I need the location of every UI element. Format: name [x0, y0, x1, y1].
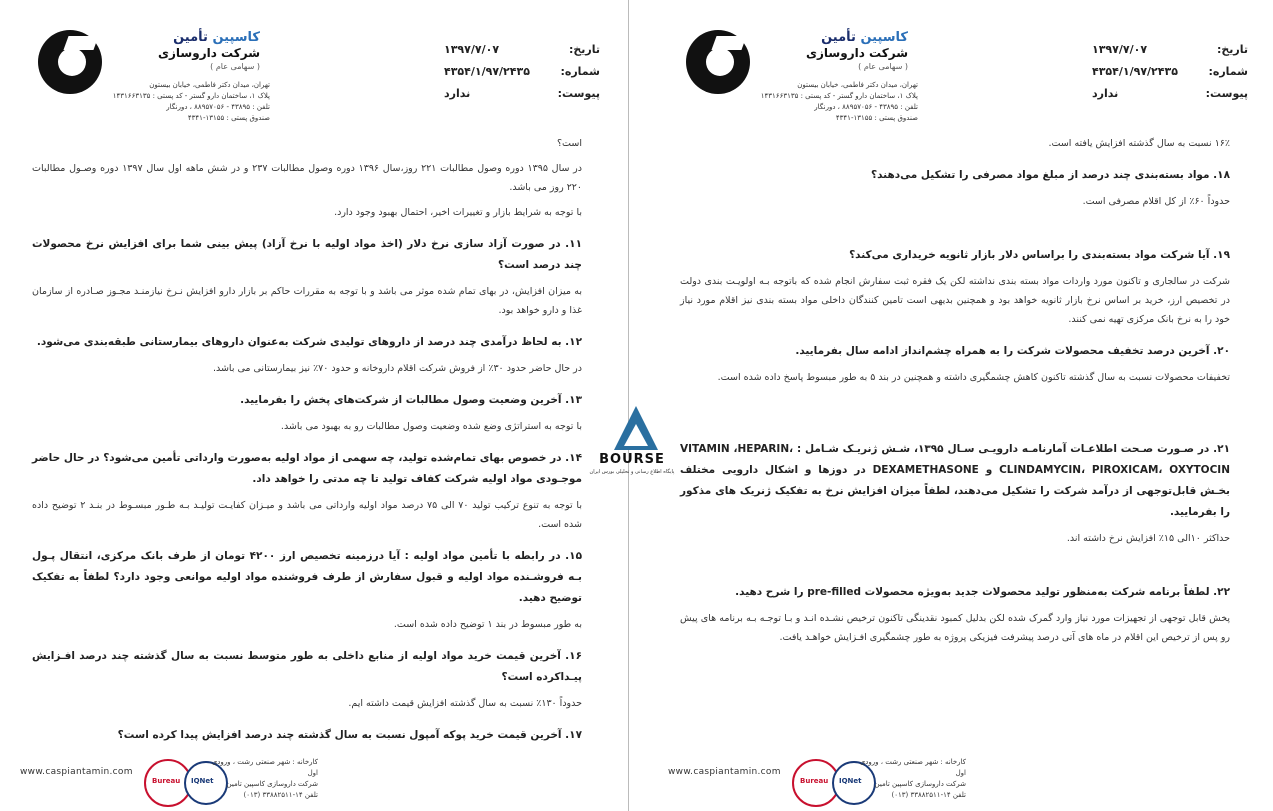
attachment-value: ندارد [444, 86, 471, 100]
answer: به میزان افزایش، در بهای تمام شده موثر می باشد و با توجه به مقررات حاکم بر بازار دارو افزایش نـرخ نیازمنـد مجـوز صـادره از سازمان غذا و دارو خواهد بود. [32, 286, 582, 316]
answer: است؟ [557, 138, 582, 149]
iqnet-badge: IQNet [832, 761, 876, 805]
question: ۱۶. آخرین قیمت خرید مواد اولیه از منابع داخلی به طور متوسط نسبت به سال گذشته چند درصد افـزایش پیـداکرده است؟ [32, 650, 582, 683]
factory-address: کارخانه : شهر صنعتی رشت ، ورودی اول شرکت داروسازی کاسپین تامین تلفن ۱۴-۳۳۸۸۲۵۱۱ (۰۱۳) [859, 758, 966, 799]
question: ۱۹. آیا شرکت مواد بسته‌بندی را براساس دلار بازار ثانویه خریداری می‌کند؟ [849, 249, 1230, 261]
bourse-word: BOURSE [599, 452, 665, 467]
brand-name-1: کاسپین [212, 30, 260, 45]
number-value: ۴۳۵۴/۱/۹۷/۲۴۳۵ [1092, 64, 1178, 78]
answer: در حال حاضر حدود ۳۰٪ از فروش شرکت اقلام داروخانه و حدود ۷۰٪ نیز بیمارستانی می باشد. [212, 363, 582, 374]
question: ۱۱. در صورت آزاد سازی نرخ دلار (اخذ مواد اولیه با نرخ آزاد) پیش بینی شما برای افزایش نرخ محصولات چند درصد است؟ [32, 238, 582, 271]
answer: ۱۶٪ نسبت به سال گذشته افزایش یافته است. [1048, 138, 1230, 149]
letter-footer [12, 753, 612, 811]
spacer [680, 391, 1230, 409]
bourse-logo-icon [614, 406, 658, 450]
letter-page-right [660, 0, 1260, 811]
letter-body [680, 128, 1230, 651]
question: ۱۷. آخرین قیمت خرید پوکه آمپول نسبت به سال گذشته چند درصد افزایش پیدا کرده است؟ [117, 729, 582, 741]
letter-meta [440, 38, 600, 104]
letter-body [32, 128, 582, 750]
answer: پخش قابل توجهی از تجهیزات مورد نیاز وارد گمرک شده لکن بدلیل کمبود نقدینگی تاکنون ترخیص نشـده انـد و بـا توجـه بـه برنامه های پیش رو پس از ترخیص این اقلام در ماه های آتی درصد پیشرفت فیزیکی پروژه به طور چشمگیری افـزایش خواهـد یافت. [680, 613, 1230, 643]
question: ۲۱. در صـورت صـحت اطلاعـات آمارنامـه دارویـی سـال ۱۳۹۵، شـش ژنریـک شـامل : VITAMIN ،HEPARIN، CLINDAMYCIN، PIROXICAM، OXYTOCIN و DEXAMETHASONE در دوزها و اشکال دارویی مختلف بخـش قابل‌توجهی از درآمد شرکت را تشکیل می‌دهند، لطفاً میزان افزایش نرخ به تفکیک ژنریک های مذکور را بفرمایید. [680, 443, 1231, 518]
factory-address: کارخانه : شهر صنعتی رشت ، ورودی اول شرکت داروسازی کاسپین تامین تلفن ۱۴-۳۳۸۸۲۵۱۱ (۰۱۳) [211, 758, 318, 799]
company-address: تهران، میدان دکتر فاطمی، خیابان بیستون پلاک ۱، ساختمان دارو گستر - کد پستی : ۱۴۳۱۶۶۳۱۳۵ تلفن : ۴۳۸۹۵ - ۸۸۹۵۷۰۵۶ ، دورنگار صندوق پستی : ۱۳۱۵۵-۴۳۴۱ [112, 81, 270, 122]
website-link[interactable]: www.caspiantamin.com [668, 767, 781, 777]
answer: در سال ۱۳۹۵ دوره وصول مطالبات ۲۲۱ روز،سال ۱۳۹۶ دوره وصول مطالبات ۲۳۷ و در شش ماهه اول سال ۱۳۹۷ دوره وصـول مطالبات ۲۲۰ روز می باشد. [32, 163, 582, 193]
certification-badge: Bureau [792, 759, 840, 807]
answer: حدوداً ۱۳۰٪ نسبت به سال گذشته افزایش قیمت داشته ایم. [348, 698, 582, 709]
answer: تخفیفات محصولات نسبت به سال گذشته تاکنون کاهش چشمگیری داشته و همچنین در بند ۵ به طور مبسوط پاسخ داده شده است. [717, 372, 1230, 383]
attachment-label: پیوست: [557, 86, 600, 100]
attachment-label: پیوست: [1205, 86, 1248, 100]
brand-block [758, 30, 908, 71]
question: ۲۰. آخرین درصد تخفیف محصولات شرکت را به همراه چشم‌انداز ادامه سال بفرمایید. [795, 345, 1230, 357]
brand-block [110, 30, 260, 71]
question: ۱۳. آخرین وضعیت وصول مطالبات از شرکت‌های پخش را بفرمایید. [240, 394, 582, 406]
brand-name-2: تأمین [173, 30, 208, 45]
answer: شرکت در سالجاری و تاکنون مورد واردات مواد بسته بندی نداشته لکن یک فقره ثبت سفارش انجام شده که باتوجه بـه اولویـت بندی دولت در تخصیص ارز، خرید بر اساس نرخ بازار ثانویه خواهد بود و همچنین بدیهی است تامین کنندگان داخلی مواد بسته بندی نیز اقلام مورد نیاز خود را به نرخ بانک مرکزی تهیه نمی کنند. [680, 276, 1230, 325]
company-logo [38, 30, 102, 94]
answer: حداکثر ۱۰الی ۱۵٪ افزایش نرخ داشته اند. [1066, 533, 1230, 544]
letter-meta [1088, 38, 1248, 104]
spacer [680, 215, 1230, 233]
answer: با توجه به استراتژی وضع شده وضعیت وصول مطالبات رو به بهبود می باشد. [280, 421, 582, 432]
answer: با توجه به شرایط بازار و تغییرات اخیر، احتمال بهبود وجود دارد. [334, 207, 582, 218]
letterhead [24, 28, 600, 128]
brand-sub: شرکت داروسازی [158, 46, 260, 60]
bourse-watermark [586, 406, 686, 486]
date-value: ۱۳۹۷/۷/۰۷ [444, 42, 500, 56]
iqnet-badge: IQNet [184, 761, 228, 805]
number-value: ۴۳۵۴/۱/۹۷/۲۴۳۵ [444, 64, 530, 78]
letter-page-left [12, 0, 612, 811]
brand-note: ( سهامی عام ) [210, 62, 260, 71]
date-value: ۱۳۹۷/۷/۰۷ [1092, 42, 1148, 56]
brand-name-1: کاسپین [860, 30, 908, 45]
bourse-tagline: پایگاه اطلاع رسانی و تحلیلی بورس ایران [589, 469, 675, 475]
question: ۱۵. در رابطه با تأمین مواد اولیه : آیا درزمینه تخصیص ارز ۴۲۰۰ تومان از طرف بانک مرکزی، انتقال پـول بـه فروشـنده مواد اولیه و قبول سفارش از طرف فروشنده مواد اولیه موانعی وجود دارد؟ لطفاً به تفکیک توضیح دهید. [32, 550, 582, 604]
answer: به طور مبسوط در بند ۱ توضیح داده شده است. [393, 619, 582, 630]
brand-name-2: تأمین [821, 30, 856, 45]
number-label: شماره: [560, 64, 600, 78]
letterhead [672, 28, 1248, 128]
company-address: تهران، میدان دکتر فاطمی، خیابان بیستون پلاک ۱، ساختمان دارو گستر - کد پستی : ۱۴۳۱۶۶۳۱۳۵ تلفن : ۴۳۸۹۵ - ۸۸۹۵۷۰۵۶ ، دورنگار صندوق پستی : ۱۳۱۵۵-۴۳۴۱ [760, 81, 918, 122]
brand-note: ( سهامی عام ) [858, 62, 908, 71]
question: ۱۴. در خصوص بهای تمام‌شده تولید، چه سهمی از مواد اولیه به‌صورت وارداتی تأمین می‌شود؟ در حال حاضر موجـودی مواد اولیه شرکت کفاف تولید تا چه مدتی را خواهد داد. [32, 452, 582, 485]
number-label: شماره: [1208, 64, 1248, 78]
website-link[interactable]: www.caspiantamin.com [20, 767, 133, 777]
spacer [680, 552, 1230, 570]
company-logo [686, 30, 750, 94]
date-label: تاریخ: [568, 42, 600, 56]
brand-sub: شرکت داروسازی [806, 46, 908, 60]
question: ۱۲. به لحاظ درآمدی چند درصد از داروهای تولیدی شرکت به‌عنوان داروهای بیمارستانی طبقه‌بندی می‌شود. [36, 336, 582, 348]
date-label: تاریخ: [1216, 42, 1248, 56]
answer: حدوداً ۶۰٪ از کل اقلام مصرفی است. [1082, 196, 1230, 207]
certification-badge: Bureau [144, 759, 192, 807]
attachment-value: ندارد [1092, 86, 1119, 100]
question: ۲۲. لطفاً برنامه شرکت به‌منظور تولید محصولات جدید به‌ویژه محصولات pre-filled را شرح دهید. [735, 586, 1230, 598]
spacer [680, 409, 1230, 427]
answer: با توجه به تنوع ترکیب تولید ۷۰ الی ۷۵ درصد مواد اولیه وارداتی می باشد و میـزان کفایـت تولیـد بـه طـور مبسـوط در بنـد ۲ توضیح داده شده است. [32, 500, 582, 530]
question: ۱۸. مواد بسته‌بندی چند درصد از مبلغ مواد مصرفی را تشکیل می‌دهند؟ [871, 169, 1230, 181]
letter-footer [660, 753, 1260, 811]
